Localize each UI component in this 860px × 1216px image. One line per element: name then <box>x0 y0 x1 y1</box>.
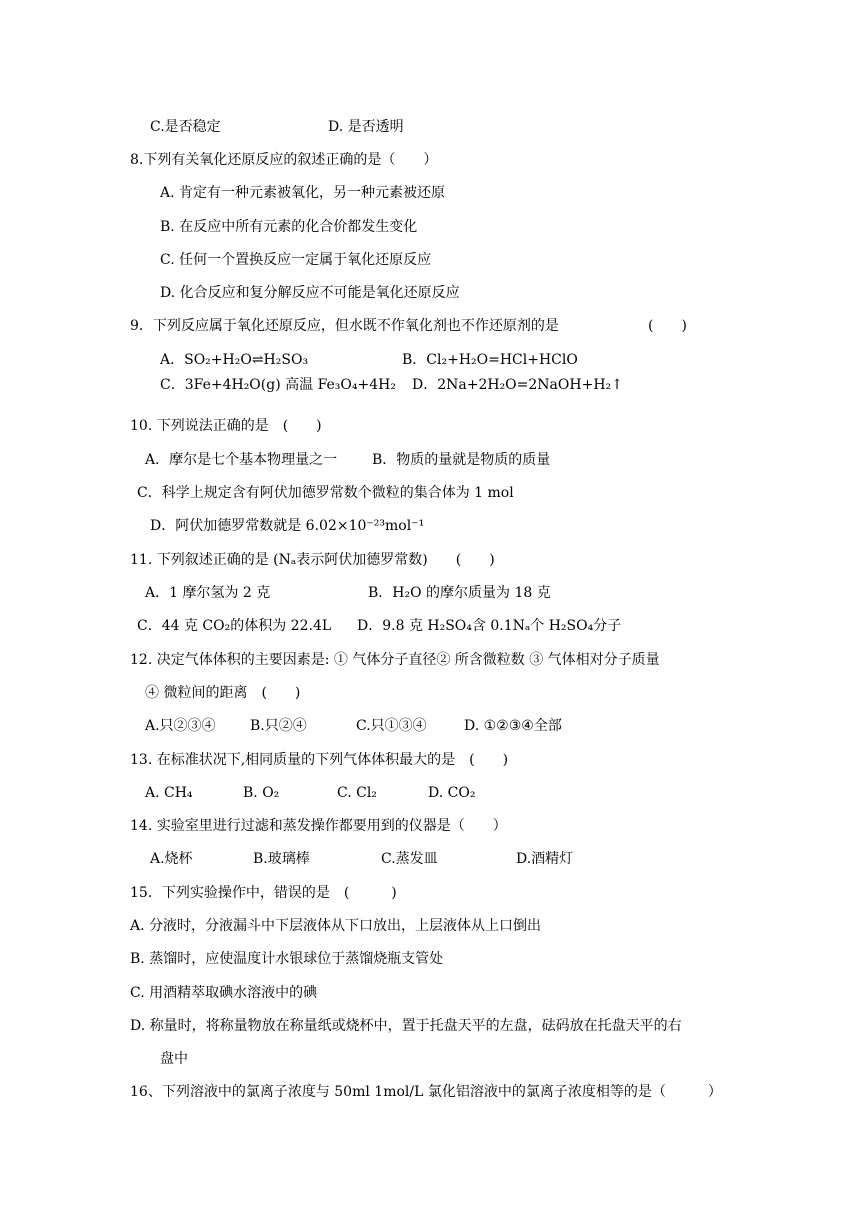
q8-option-c: C. 任何一个置换反应一定属于氧化还原反应 <box>160 252 432 268</box>
q12-option-b: B.只②④ <box>250 718 307 734</box>
q11-option-a: A．1 摩尔氢为 2 克 <box>145 585 271 601</box>
q11-option-d: D．9.8 克 H₂SO₄含 0.1Nₐ个 H₂SO₄分子 <box>357 618 622 634</box>
q8-option-d: D. 化合反应和复分解反应不可能是氧化还原反应 <box>160 285 460 301</box>
q8-option-a: A. 肯定有一种元素被氧化，另一种元素被还原 <box>160 185 446 201</box>
q13-stem: 13. 在标准状况下,相同质量的下列气体体积最大的是 ( ) <box>130 752 509 768</box>
q13-option-c: C. Cl₂ <box>337 785 377 801</box>
q9-option-b: B．Cl₂+H₂O=HCl+HClO <box>402 352 578 368</box>
q12-option-d: D. ①②③④全部 <box>464 718 562 734</box>
q15-option-b: B. 蒸馏时，应使温度计水银球位于蒸馏烧瓶支管处 <box>130 951 444 967</box>
q8-option-b: B. 在反应中所有元素的化合价都发生变化 <box>160 219 418 235</box>
q14-option-c: C.蒸发皿 <box>381 851 438 867</box>
q15-stem: 15．下列实验操作中，错误的是 ( ) <box>130 885 397 901</box>
q14-option-d: D.酒精灯 <box>516 851 574 867</box>
q15-option-a: A. 分液时，分液漏斗中下层液体从下口放出，上层液体从上口倒出 <box>130 918 542 934</box>
q10-option-b: B．物质的量就是物质的质量 <box>372 452 551 468</box>
q12-stem-continued: ④ 微粒间的距离 ( ) <box>145 685 301 701</box>
q13-option-b: B. O₂ <box>243 785 280 801</box>
q14-option-b: B.玻璃棒 <box>253 851 310 867</box>
q14-stem: 14. 实验室里进行过滤和蒸发操作都要用到的仪器是（ ） <box>130 818 507 834</box>
q16-stem: 16、下列溶液中的氯离子浓度与 50ml 1mol/L 氯化铝溶液中的氯离子浓度相等的是（ ） <box>130 1084 722 1100</box>
q15-option-d-continued: 盘中 <box>160 1051 188 1067</box>
q9-option-c: C．3Fe+4H₂O(g) 高温 Fe₃O₄+4H₂ <box>160 377 396 393</box>
q11-option-b: B．H₂O 的摩尔质量为 18 克 <box>368 585 551 601</box>
q11-stem: 11. 下列叙述正确的是 (Nₐ表示阿伏加德罗常数) ( ) <box>130 552 495 568</box>
q10-option-a: A．摩尔是七个基本物理量之一 <box>145 452 338 468</box>
q13-option-a: A. CH₄ <box>145 785 193 801</box>
q9-answer-paren: ( ) <box>648 318 687 334</box>
q10-stem: 10. 下列说法正确的是 ( ) <box>130 418 322 434</box>
q9-option-d: D．2Na+2H₂O=2NaOH+H₂↑ <box>412 377 623 393</box>
q14-option-a: A.烧杯 <box>150 851 193 867</box>
q12-stem: 12. 决定气体体积的主要因素是: ① 气体分子直径② 所含微粒数 ③ 气体相对分子质量 <box>130 652 660 668</box>
q15-option-c: C. 用酒精萃取碘水溶液中的碘 <box>130 985 318 1001</box>
q12-option-c: C.只①③④ <box>356 718 427 734</box>
q7-option-c: C.是否稳定 <box>150 119 221 135</box>
q8-stem: 8.下列有关氧化还原反应的叙述正确的是（ ） <box>130 152 438 168</box>
q12-option-a: A.只②③④ <box>145 718 216 734</box>
q7-option-d: D. 是否透明 <box>328 119 404 135</box>
q10-option-c: C．科学上规定含有阿伏加德罗常数个微粒的集合体为 1 mol <box>137 485 514 501</box>
q11-option-c: C．44 克 CO₂的体积为 22.4L <box>137 618 332 634</box>
q9-stem: 9．下列反应属于氧化还原反应，但水既不作氧化剂也不作还原剂的是 <box>130 318 559 334</box>
q15-option-d: D. 称量时，将称量物放在称量纸或烧杯中，置于托盘天平的左盘，砝码放在托盘天平的右 <box>130 1018 682 1034</box>
q9-option-a: A．SO₂+H₂O⇌H₂SO₃ <box>160 352 309 368</box>
q10-option-d: D．阿伏加德罗常数就是 6.02×10⁻²³mol⁻¹ <box>150 518 425 534</box>
q13-option-d: D. CO₂ <box>428 785 476 801</box>
